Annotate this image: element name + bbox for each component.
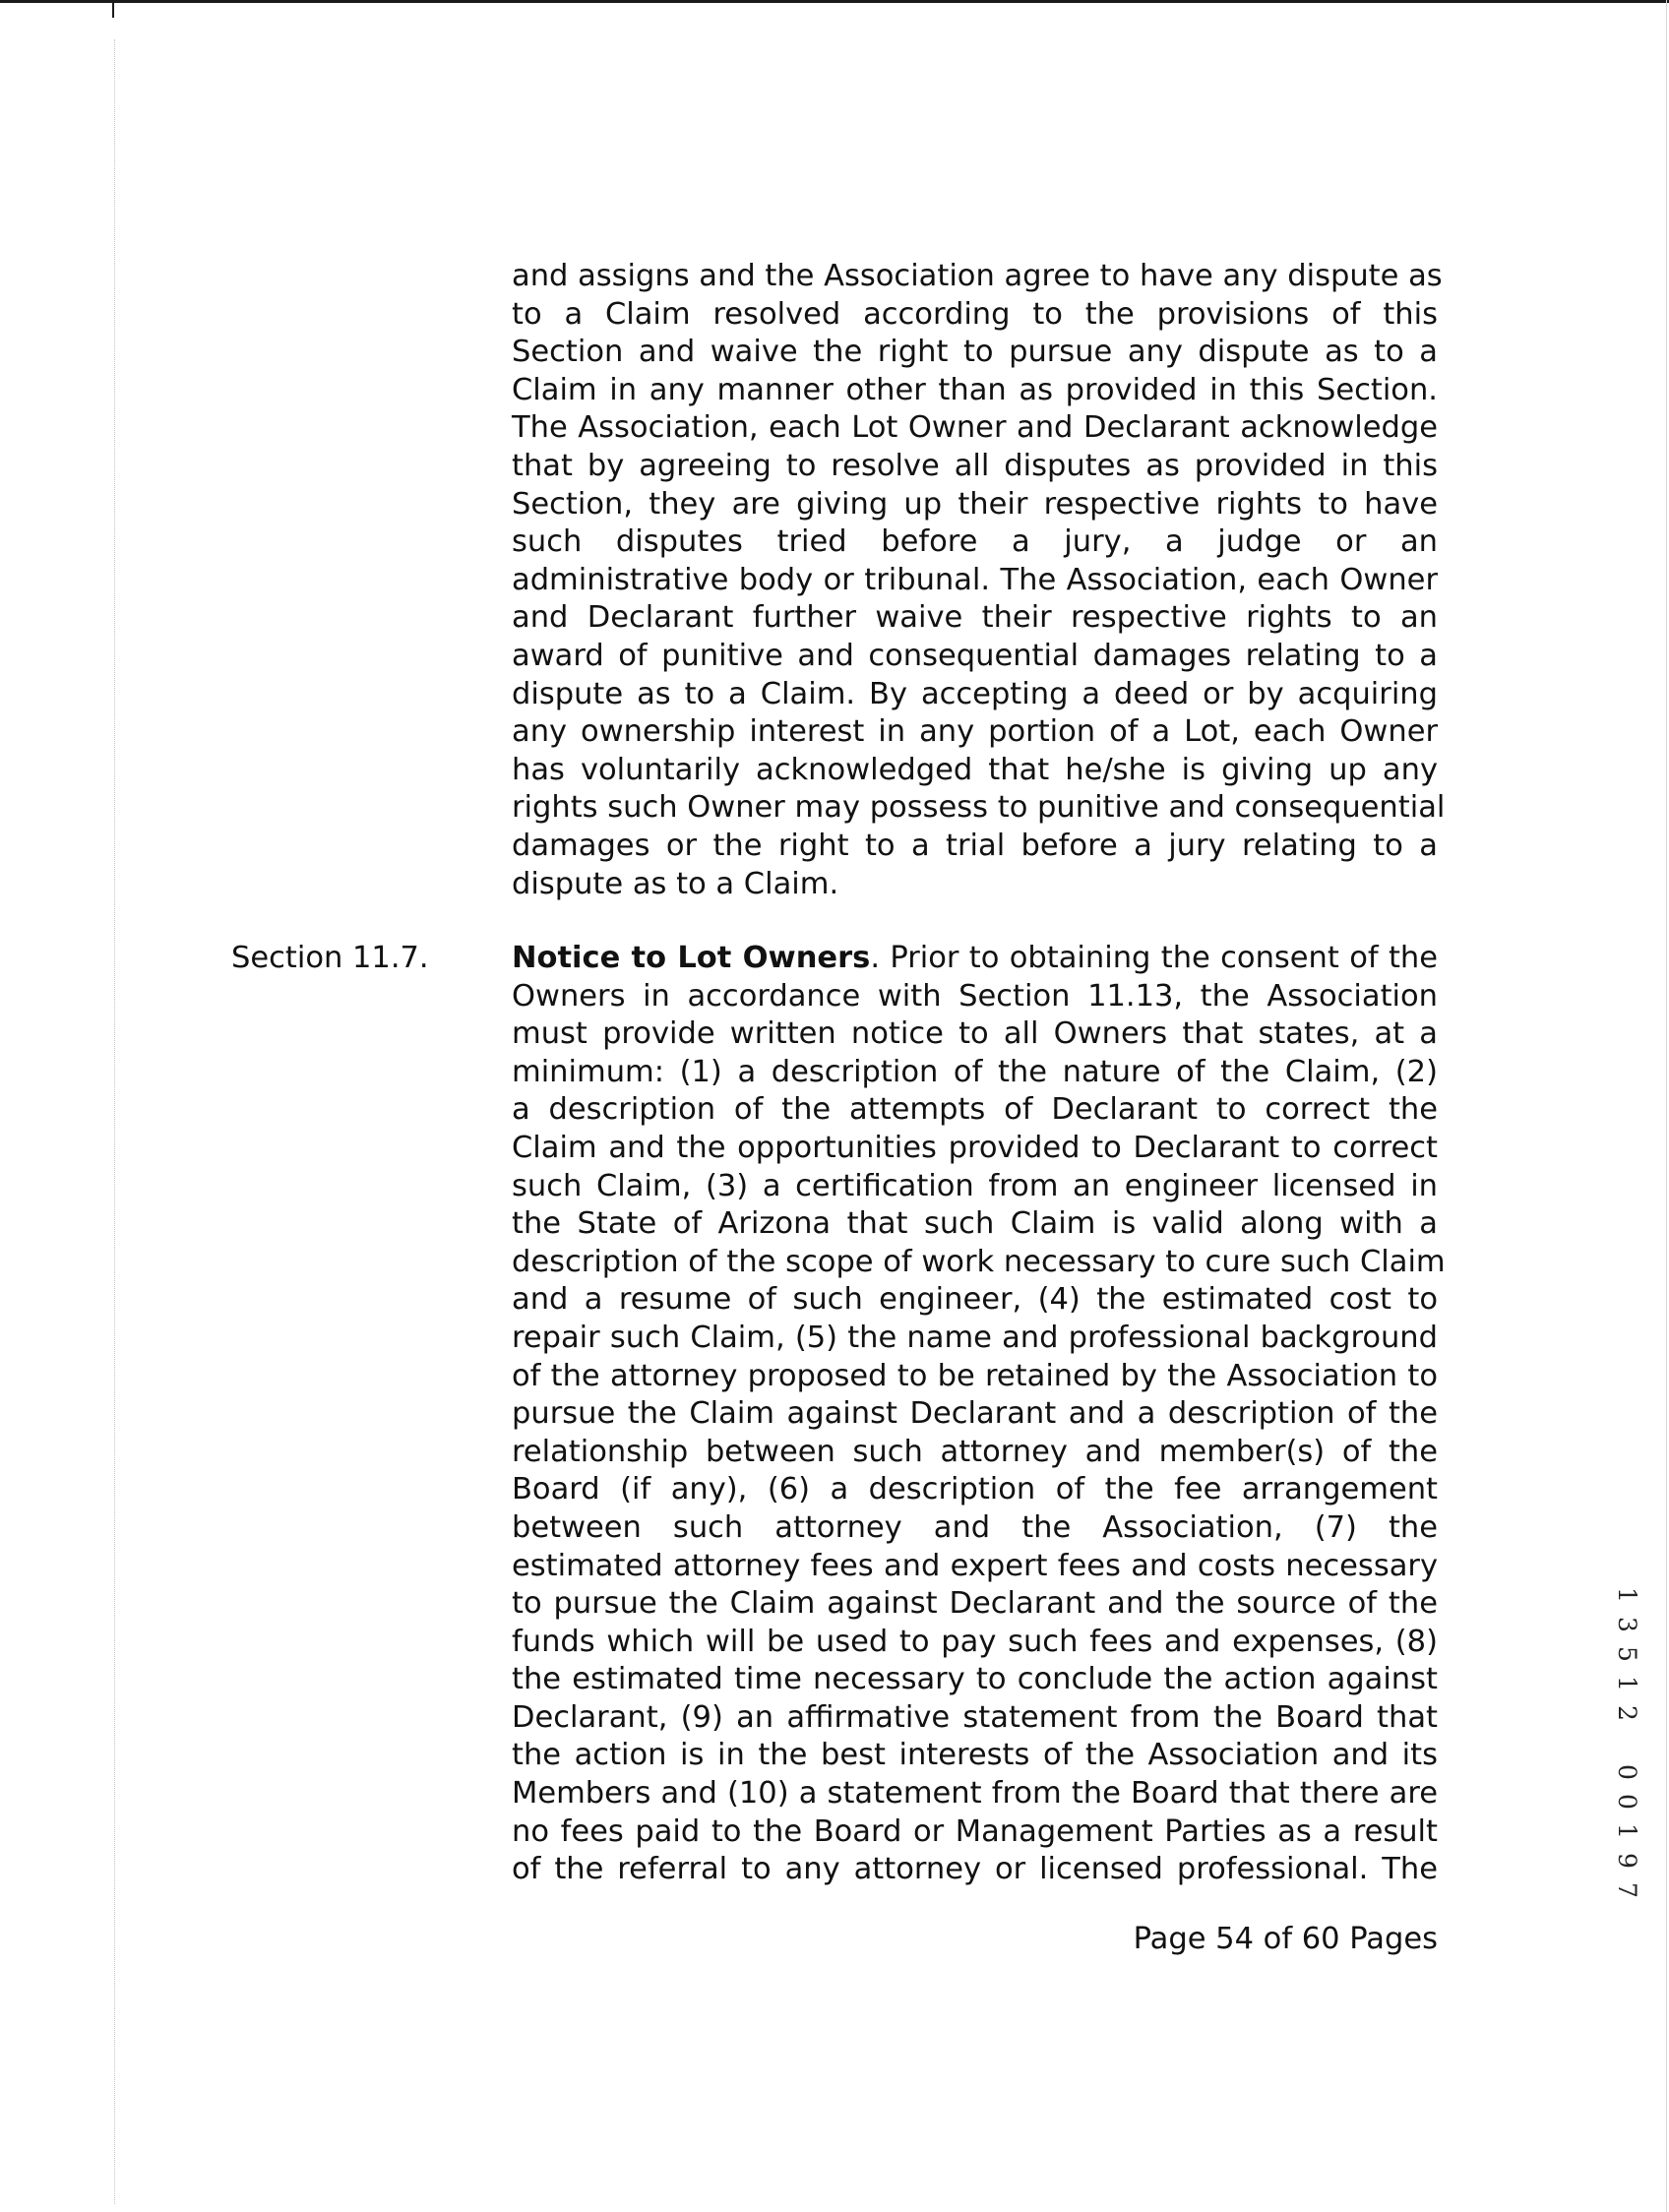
scan-top-border [0, 0, 1669, 3]
text-line: Declarant, (9) an affirmative statement from the Board that [512, 1699, 1438, 1735]
text-line: and a resume of such engineer, (4) the estimated cost to [512, 1282, 1438, 1318]
text-line: Section and waive the right to pursue any dispute as to a [512, 335, 1438, 370]
stamp-digit: 7 [1613, 1882, 1641, 1898]
stamp-digit: 2 [1613, 1705, 1641, 1721]
text-line: Owners in accordance with Section 11.13, the Association [512, 978, 1438, 1014]
text-line: Board (if any), (6) a description of the fee arrangement [512, 1472, 1438, 1507]
stamp-digit: 3 [1613, 1617, 1641, 1632]
text-line: the State of Arizona that such Claim is valid along with a [512, 1206, 1438, 1242]
text-line: has voluntarily acknowledged that he/she is giving up any [512, 752, 1438, 787]
stamp-digit: 1 [1613, 1823, 1641, 1839]
text-line: minimum: (1) a description of the nature of the Claim, (2) [512, 1054, 1438, 1089]
text-line: any ownership interest in any portion of a Lot, each Owner [512, 714, 1438, 750]
text-line: Claim and the opportunities provided to Declarant to correct [512, 1130, 1438, 1165]
text-line: dispute as to a Claim. [512, 866, 839, 901]
section-paragraph [512, 940, 1446, 1889]
page-number-footer: Page 54 of 60 Pages [1133, 1922, 1438, 1956]
section-heading: Notice to Lot Owners [512, 941, 871, 975]
text-line [512, 940, 1438, 978]
text-line: such Claim, (3) a certification from an engineer licensed in [512, 1168, 1438, 1203]
stamp-digit: 0 [1613, 1794, 1641, 1810]
text-line: between such attorney and the Association, (7) the [512, 1509, 1438, 1545]
text-line: to a Claim resolved according to the provisions of this [512, 296, 1438, 332]
text-line: Claim in any manner other than as provided in this Section. [512, 372, 1438, 407]
text-line: rights such Owner may possess to punitive and consequential [512, 790, 1446, 826]
text-line: relationship between such attorney and member(s) of the [512, 1434, 1438, 1469]
text-line: no fees paid to the Board or Management Parties as a result [512, 1813, 1438, 1849]
text-line: award of punitive and consequential damages relating to a [512, 638, 1438, 673]
text-line: description of the scope of work necessary to cure such Claim [512, 1244, 1446, 1279]
text-line: pursue the Claim against Declarant and a description of the [512, 1396, 1438, 1432]
text-line: the action is in the best interests of the Association and its [512, 1738, 1438, 1773]
text-line: of the referral to any attorney or licensed professional. The [512, 1852, 1438, 1887]
section-first-line: . Prior to obtaining the consent of the [870, 941, 1438, 975]
text-line: dispute as to a Claim. By accepting a deed or by acquiring [512, 676, 1438, 711]
text-line: and assigns and the Association agree to have any dispute as [512, 259, 1443, 293]
text-line: and Declarant further waive their respective rights to an [512, 600, 1438, 636]
scan-top-tick [112, 0, 114, 18]
text-line: administrative body or tribunal. The Association, each Owner [512, 562, 1438, 597]
stamp-digit: 0 [1613, 1764, 1641, 1780]
text-line: to pursue the Claim against Declarant and the source of the [512, 1586, 1438, 1622]
recording-number-stamp [1612, 1580, 1641, 1905]
text-line: of the attorney proposed to be retained by the Association to [512, 1358, 1438, 1393]
text-line: repair such Claim, (5) the name and professional background [512, 1320, 1438, 1355]
continued-paragraph [512, 258, 1446, 903]
text-line: damages or the right to a trial before a jury relating to a [512, 828, 1438, 863]
stamp-digit: 1 [1613, 1676, 1641, 1691]
text-line: must provide written notice to all Owners that states, at a [512, 1016, 1438, 1052]
section-number: Section 11.7. [231, 941, 429, 975]
text-line: funds which will be used to pay such fees and expenses, (8) [512, 1624, 1438, 1659]
text-line: Section, they are giving up their respective rights to have [512, 486, 1438, 522]
scan-right-edge [1666, 0, 1667, 2212]
stamp-digit: 5 [1613, 1646, 1641, 1662]
text-line: estimated attorney fees and expert fees and costs necessary [512, 1548, 1438, 1583]
text-line: Members and (10) a statement from the Board that there are [512, 1776, 1438, 1812]
stamp-gap [1612, 1728, 1641, 1757]
stamp-digit: 9 [1613, 1853, 1641, 1869]
text-line: the estimated time necessary to conclude the action against [512, 1662, 1438, 1697]
text-line: such disputes tried before a jury, a judge or an [512, 524, 1438, 560]
stamp-digit: 1 [1613, 1587, 1641, 1603]
text-line: The Association, each Lot Owner and Declarant acknowledge [512, 410, 1438, 446]
text-line: a description of the attempts of Declarant to correct the [512, 1092, 1438, 1128]
scan-left-edge [114, 39, 115, 2204]
text-line: that by agreeing to resolve all disputes as provided in this [512, 448, 1438, 483]
